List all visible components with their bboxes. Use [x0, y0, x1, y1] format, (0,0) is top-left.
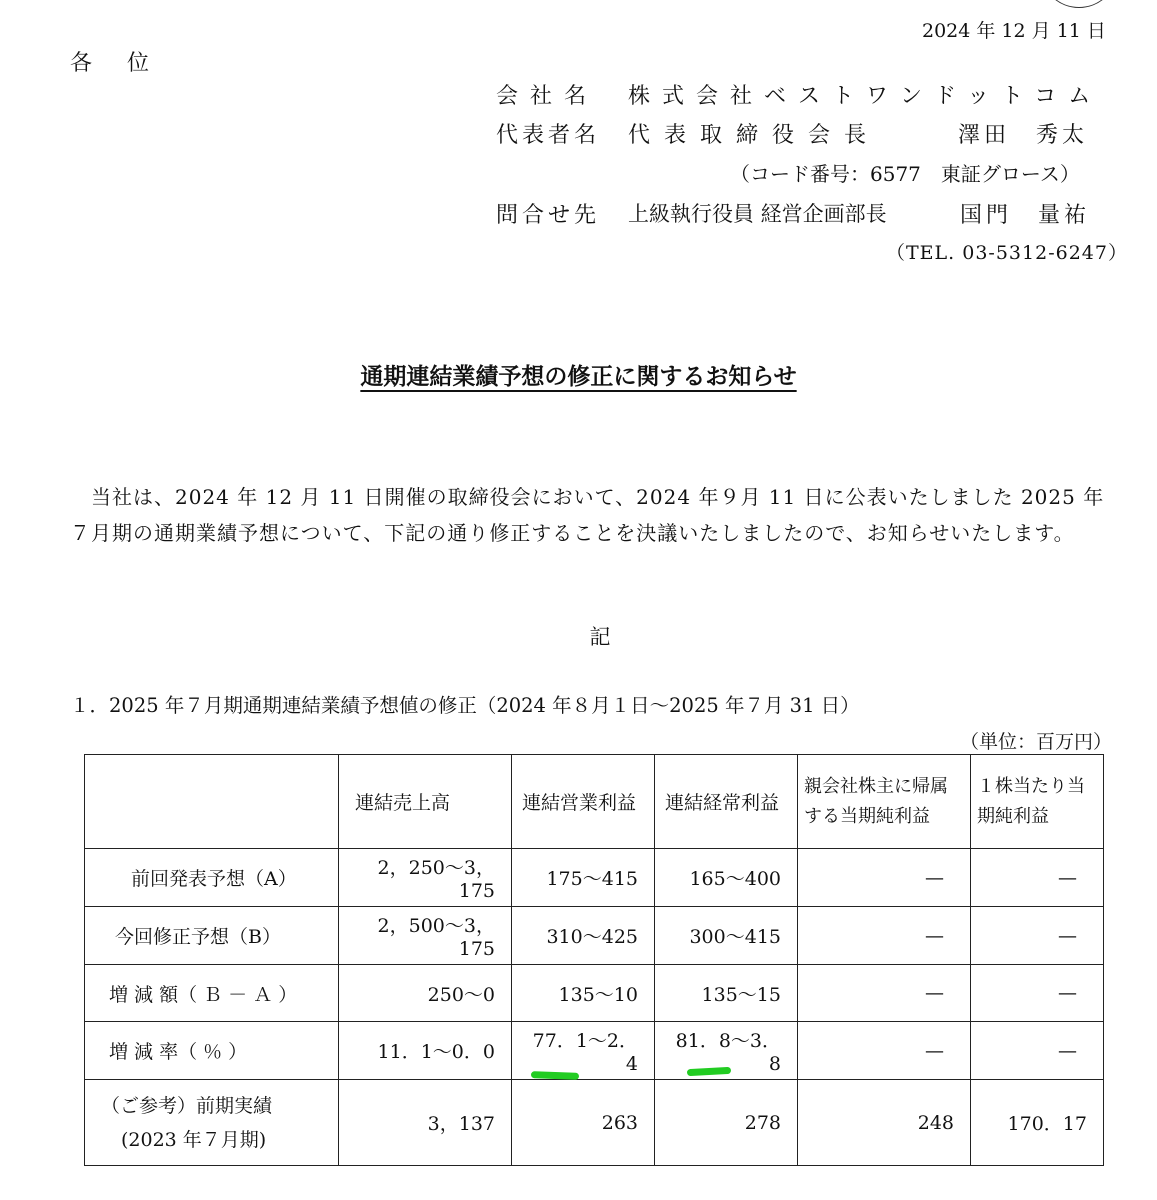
table-cell: 278	[655, 1080, 798, 1166]
table-cell: 135～10	[512, 965, 655, 1022]
table-header-cell: 連結営業利益	[512, 755, 655, 849]
unit-label: （単位：百万円）	[960, 731, 1113, 753]
table-cell: —	[798, 965, 971, 1022]
seal-circle-decoration	[1040, 0, 1118, 8]
table-cell: 248	[798, 1080, 971, 1166]
table-row	[85, 965, 1104, 1022]
body-paragraph: 当社は、2024 年 12 月 11 日開催の取締役会において、2024 年９月 11 日に公表いたしました 2025 年７月期の通期業績予想について、下記の通り修正することを決議いたしましたので、お知らせいたします。	[70, 485, 1105, 545]
table-cell: 300～415	[655, 907, 798, 965]
table-cell: 165～400	[655, 849, 798, 907]
row-label: 増 減 率（ ％ ）	[85, 1022, 339, 1080]
table-cell: 81．8～3．8	[655, 1022, 798, 1080]
table-cell: 11．1～0．0	[339, 1022, 512, 1080]
table-header-cell: １株当たり当期純利益	[971, 755, 1104, 849]
table-cell: —	[971, 907, 1104, 965]
contact-title: 上級執行役員 経営企画部長	[628, 202, 887, 226]
row-label	[85, 1080, 339, 1166]
forecast-table	[84, 754, 1104, 1166]
table-cell: —	[971, 1022, 1104, 1080]
document-date: 2024 年 12 月 11 日	[922, 20, 1106, 42]
table-row	[85, 907, 1104, 965]
table-cell: 3，137	[339, 1080, 512, 1166]
row-label-line: （ご参考）前期実績	[101, 1094, 273, 1117]
ki-heading: 記	[589, 625, 611, 649]
table-header-row	[85, 755, 1104, 849]
table-cell: —	[798, 849, 971, 907]
row-label: 前回発表予想（A）	[85, 849, 339, 907]
row-label: 増 減 額（ Ｂ － Ａ ）	[85, 965, 339, 1022]
table-row	[85, 1022, 1104, 1080]
company-name: 株式会社ベストワンドットコム	[628, 84, 1103, 109]
table-cell: —	[798, 907, 971, 965]
table-header-cell: 連結売上高	[339, 755, 512, 849]
representative-name: 澤田 秀太	[958, 123, 1089, 148]
table-header-cell-empty	[85, 755, 339, 849]
table-row	[85, 1080, 1104, 1166]
table-cell: 2，500～3，175	[339, 907, 512, 965]
row-label: 今回修正予想（B）	[85, 907, 339, 965]
document-title	[0, 358, 1157, 391]
table-cell: —	[971, 849, 1104, 907]
contact-label: 問合せ先	[496, 203, 601, 228]
stock-code-line: （コード番号：6577 東証グロース）	[730, 162, 1080, 186]
table-cell: 2，250～3，175	[339, 849, 512, 907]
table-cell: 250～0	[339, 965, 512, 1022]
table-cell: 170．17	[971, 1080, 1104, 1166]
table-cell: 77．1～2．4	[512, 1022, 655, 1080]
contact-name: 国門 量祐	[960, 203, 1091, 228]
company-name-label: 会社名	[496, 84, 599, 109]
table-cell: 135～15	[655, 965, 798, 1022]
table-cell: —	[971, 965, 1104, 1022]
representative-title: 代表取締役会長	[628, 123, 881, 148]
table-header-cell: 連結経常利益	[655, 755, 798, 849]
document-title-text: 通期連結業績予想の修正に関するお知らせ	[360, 364, 797, 390]
table-cell: 310～425	[512, 907, 655, 965]
representative-label: 代表者名	[496, 123, 601, 148]
table-header-cell: 親会社株主に帰属する当期純利益	[798, 755, 971, 849]
table-row	[85, 849, 1104, 907]
table-cell: 263	[512, 1080, 655, 1166]
section-heading: １．2025 年７月期通期連結業績予想値の修正（2024 年８月１日～2025 年７月 31 日）	[70, 694, 860, 717]
table-cell: —	[798, 1022, 971, 1080]
table-cell: 175～415	[512, 849, 655, 907]
contact-telephone: （TEL. 03-5312-6247）	[886, 242, 1128, 264]
addressee: 各 位	[70, 51, 163, 76]
row-label-line: (2023 年７月期)	[121, 1128, 267, 1151]
